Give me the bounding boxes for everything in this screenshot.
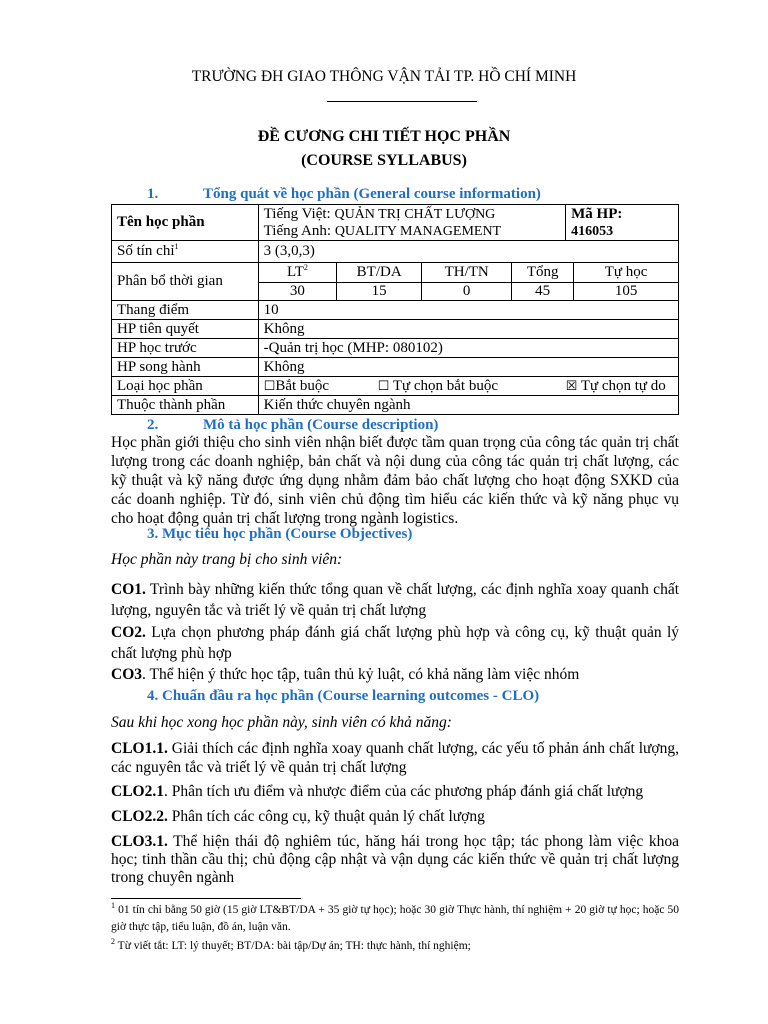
objective-co2 xyxy=(111,622,679,664)
thtn-header: TH/TN xyxy=(422,263,512,282)
checkbox-empty-icon: ☐ xyxy=(263,378,276,394)
table-row xyxy=(259,282,678,300)
course-code-label: Mã HP: xyxy=(571,205,623,222)
table-row xyxy=(112,320,679,339)
section-3-heading: 3. Mục tiêu học phần (Course Objectives) xyxy=(147,526,413,542)
course-name-label: Tên học phần xyxy=(112,205,259,241)
outcome-clo11 xyxy=(111,739,679,777)
credits-value: 3 (3,0,3) xyxy=(258,241,678,263)
lt-header xyxy=(259,263,337,282)
total-header: Tổng xyxy=(512,263,574,282)
clo31-text: Thể hiện thái độ nghiêm túc, hăng hái trong học tập; tác phong làm việc khoa học; tinh thần cầu thị; chủ động cập nhật và vận dụng các kiến thức về quản trị chất lượng trong chuyên ngành xyxy=(111,833,679,886)
document-title: ĐỀ CƯƠNG CHI TIẾT HỌC PHẦN xyxy=(257,128,511,145)
credits-label-cell xyxy=(112,241,259,263)
objective-co3 xyxy=(111,665,679,685)
table-row xyxy=(112,339,679,358)
footnote-1-text: 01 tín chỉ bằng 50 giờ (15 giờ LT&BT/DA + 35 giờ tự học); hoặc 30 giờ Thực hành, thí nghiệm + 20 giờ tự học; hoặc 50 giờ thực tập, tiểu luận, đồ án, luận văn. xyxy=(111,904,679,933)
objectives-intro: Học phần này trang bị cho sinh viên: xyxy=(111,551,343,568)
co1-text: Trình bày những kiến thức tổng quan về chất lượng, các định nghĩa xoay quanh chất lượng, nguyên tắc và triết lý về quản trị chất lượng xyxy=(111,581,679,619)
option-elective-required-label: Tự chọn bắt buộc xyxy=(392,377,498,394)
footnote-rule xyxy=(111,898,301,899)
lt-label: LT xyxy=(286,263,304,280)
objective-co1 xyxy=(111,579,679,621)
option-required[interactable] xyxy=(264,378,378,395)
vn-name-value: QUẢN TRỊ CHẤT LƯỢNG xyxy=(334,206,496,222)
btda-value: 15 xyxy=(337,282,422,300)
section-2-heading xyxy=(147,417,438,434)
total-value: 45 xyxy=(512,282,574,300)
table-row xyxy=(112,396,679,415)
course-info-table xyxy=(111,204,679,415)
university-name: TRƯỜNG ĐH GIAO THÔNG VẬN TẢI TP. HỒ CHÍ MINH xyxy=(191,68,577,85)
checkbox-empty-icon: ☐ xyxy=(377,378,390,394)
lt-value: 30 xyxy=(259,282,337,300)
component-value: Kiến thức chuyên ngành xyxy=(258,396,678,415)
header-rule xyxy=(327,101,477,102)
option-free-elective[interactable] xyxy=(566,378,666,394)
co2-text: Lựa chọn phương pháp đánh giá chất lượng phù hợp và công cụ, kỹ thuật quản lý chất lượng phù hợp xyxy=(111,624,679,662)
co1-label: CO1. xyxy=(111,581,146,598)
option-elective-required[interactable] xyxy=(378,378,566,395)
previous-course-value: -Quản trị học (MHP: 080102) xyxy=(258,339,678,358)
prerequisite-value: Không xyxy=(258,320,678,339)
co3-text: . Thể hiện ý thức học tập, tuân thủ kỷ luật, có khả năng làm việc nhóm xyxy=(142,666,580,683)
table-row xyxy=(112,377,679,396)
thtn-value: 0 xyxy=(422,282,512,300)
table-row xyxy=(112,263,679,301)
checkbox-checked-icon: ☒ xyxy=(565,378,578,394)
time-allocation-cell xyxy=(258,263,678,301)
footnote-1 xyxy=(111,902,679,936)
table-row xyxy=(112,358,679,377)
table-row xyxy=(112,301,679,320)
document-subtitle: (COURSE SYLLABUS) xyxy=(301,152,467,169)
clo21-label: CLO2.1 xyxy=(111,783,164,800)
clo11-text: Giải thích các định nghĩa xoay quanh chất lượng, các yếu tố phản ánh chất lượng, các nguyên tắc và triết lý về quản trị chất lượng xyxy=(111,740,679,776)
section-1-number: 1. xyxy=(147,186,159,202)
en-name-value: QUALITY MANAGEMENT xyxy=(334,223,502,239)
clo22-label: CLO2.2. xyxy=(111,808,168,825)
clo22-text: Phân tích các công cụ, kỹ thuật quản lý chất lượng xyxy=(167,808,485,825)
table-row xyxy=(259,263,678,282)
co2-label: CO2. xyxy=(111,624,146,641)
footnote-2 xyxy=(111,938,679,955)
outcome-clo22 xyxy=(111,807,679,827)
clo11-label: CLO1.1. xyxy=(111,740,168,757)
section-1-heading xyxy=(147,186,541,203)
footnote-ref-1: 1 xyxy=(174,242,179,251)
course-type-options xyxy=(258,377,678,396)
concurrent-course-value: Không xyxy=(258,358,678,377)
en-name-label: Tiếng Anh: xyxy=(263,222,335,239)
footnote-1-mark: 1 xyxy=(111,901,115,911)
course-code-cell xyxy=(566,205,679,241)
course-name-cell xyxy=(258,205,565,241)
component-label: Thuộc thành phần xyxy=(112,396,259,415)
outcome-clo21 xyxy=(111,782,679,802)
course-type-label: Loại học phần xyxy=(112,377,259,396)
section-4-heading: 4. Chuẩn đầu ra học phần (Course learning outcomes - CLO) xyxy=(147,688,540,704)
prerequisite-label: HP tiên quyết xyxy=(112,320,259,339)
section-2-number: 2. xyxy=(147,417,159,433)
table-row xyxy=(112,205,679,241)
outcome-clo31 xyxy=(111,833,679,887)
self-study-header: Tự học xyxy=(574,263,678,282)
grading-label: Thang điểm xyxy=(112,301,259,320)
grading-value: 10 xyxy=(258,301,678,320)
footnote-ref-2: 2 xyxy=(303,262,308,272)
concurrent-course-label: HP song hành xyxy=(112,358,259,377)
vn-name-label: Tiếng Việt: xyxy=(263,205,335,222)
time-allocation-table xyxy=(259,263,678,300)
footnote-2-mark: 2 xyxy=(111,937,115,947)
clo31-label: CLO3.1. xyxy=(111,833,168,850)
time-allocation-label: Phân bổ thời gian xyxy=(112,263,259,301)
course-code-value: 416053 xyxy=(571,223,614,239)
option-free-elective-label: Tự chọn tự do xyxy=(580,377,666,394)
table-row xyxy=(112,241,679,263)
btda-header: BT/DA xyxy=(337,263,422,282)
clo21-text: . Phân tích ưu điểm và nhược điểm của các phương pháp đánh giá chất lượng xyxy=(163,783,644,800)
previous-course-label: HP học trước xyxy=(112,339,259,358)
section-2-title: Mô tả học phần (Course description) xyxy=(203,417,439,433)
outcomes-intro: Sau khi học xong học phần này, sinh viên có khả năng: xyxy=(111,714,452,731)
credits-label: Số tín chỉ xyxy=(117,243,175,259)
footnote-2-text: Từ viết tắt: LT: lý thuyết; BT/DA: bài tập/Dự án; TH: thực hành, thí nghiệm; xyxy=(115,940,471,952)
option-required-label: Bắt buộc xyxy=(275,377,330,394)
self-study-value: 105 xyxy=(614,282,638,299)
section-1-title: Tổng quát về học phần (General course information) xyxy=(203,186,541,202)
co3-label: CO3 xyxy=(111,666,142,683)
course-description: Học phần giới thiệu cho sinh viên nhận biết được tầm quan trọng của công tác quản trị chất lượng trong các doanh nghiệp, bản chất và nội dung của công tác quản trị chất lượng, các kỹ thuật và kỹ năng được ứng dụng nhằm đảm bảo chất lượng cho hoạt động SXKD của các doanh nghiệp. Từ đó, sinh viên chủ động tìm hiểu các kiến thức và kỹ năng phục vụ cho hoạt động quản trị chất lượng trong ngành logistics. xyxy=(111,434,679,527)
